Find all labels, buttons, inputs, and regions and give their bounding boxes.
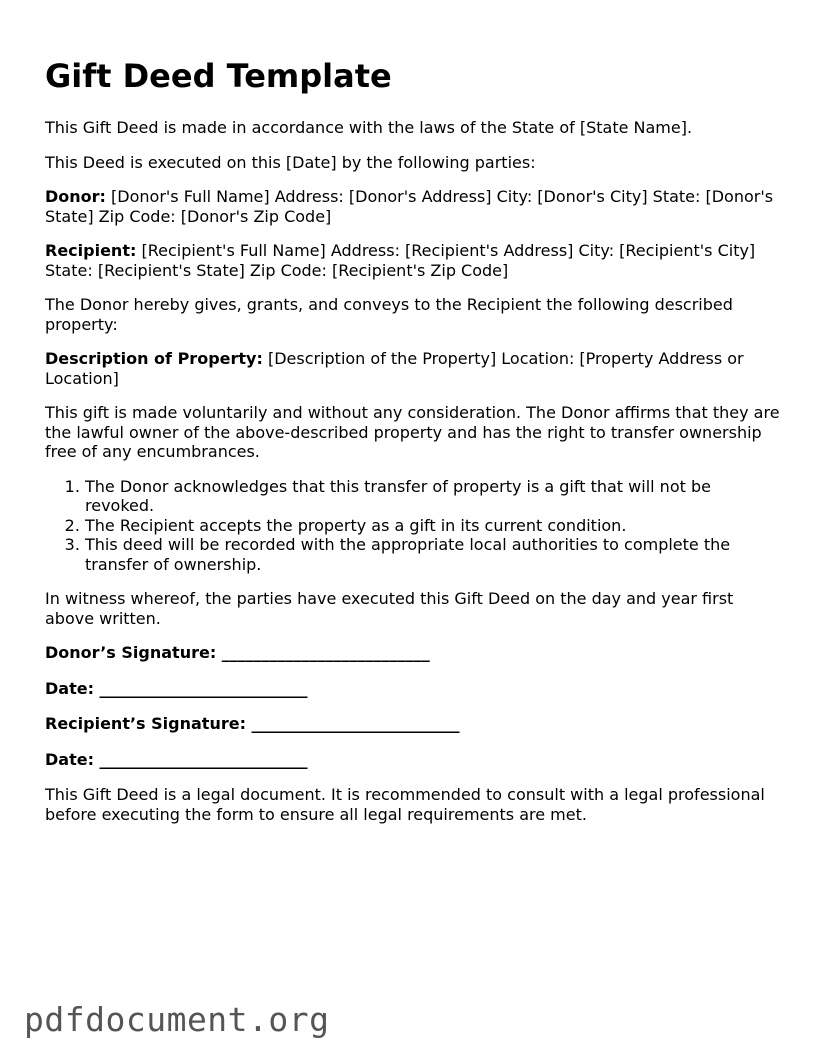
recipient-signature-line[interactable]: Recipient’s Signature: __________________________	[45, 714, 460, 733]
watermark: pdfdocument.org	[24, 1000, 330, 1039]
donor-paragraph	[45, 187, 780, 226]
conveyance-paragraph: The Donor hereby gives, grants, and conveys to the Recipient the following described property:	[45, 295, 733, 334]
property-label: Description of Property:	[45, 349, 263, 368]
property-details: [Description of the Property] Location: [Property Address or Location]	[45, 349, 744, 388]
terms-list	[45, 477, 780, 575]
donor-details: [Donor's Full Name] Address: [Donor's Address] City: [Donor's City] State: [Donor's State] Zip Code: [Donor's Zip Code]	[45, 187, 774, 226]
recipient-label: Recipient:	[45, 241, 137, 260]
document-page	[45, 56, 780, 839]
page-title: Gift Deed Template	[45, 57, 392, 95]
property-paragraph	[45, 349, 780, 388]
donor-label: Donor:	[45, 187, 106, 206]
list-item: 3. This deed will be recorded with the appropriate local authorities to complete the transfer of ownership.	[85, 535, 780, 574]
state-law-paragraph: This Gift Deed is made in accordance with the laws of the State of [State Name].	[45, 118, 693, 137]
recipient-paragraph	[45, 241, 780, 280]
donor-date-line[interactable]: Date: __________________________	[45, 678, 308, 698]
execution-paragraph: This Deed is executed on this [Date] by the following parties:	[45, 152, 536, 172]
witness-paragraph: In witness whereof, the parties have executed this Gift Deed on the day and year first above written.	[45, 589, 734, 628]
disclaimer-paragraph: This Gift Deed is a legal document. It is recommended to consult with a legal professional before executing the form to ensure all legal requirements are met.	[45, 785, 765, 824]
list-item: 1. The Donor acknowledges that this transfer of property is a gift that will not be revoked.	[85, 477, 780, 516]
recipient-date-line[interactable]: Date: __________________________	[45, 749, 308, 769]
recipient-details: [Recipient's Full Name] Address: [Recipient's Address] City: [Recipient's City] State: [Recipient's State] Zip Code: [Recipient's Zip Code]	[45, 241, 756, 280]
list-item: 2. The Recipient accepts the property as a gift in its current condition.	[85, 516, 780, 536]
donor-signature-line[interactable]: Donor’s Signature: __________________________	[45, 643, 430, 662]
voluntary-paragraph: This gift is made voluntarily and without any consideration. The Donor affirms that they are the lawful owner of the above-described property and has the right to transfer ownership free of any encumbrances.	[45, 403, 780, 461]
